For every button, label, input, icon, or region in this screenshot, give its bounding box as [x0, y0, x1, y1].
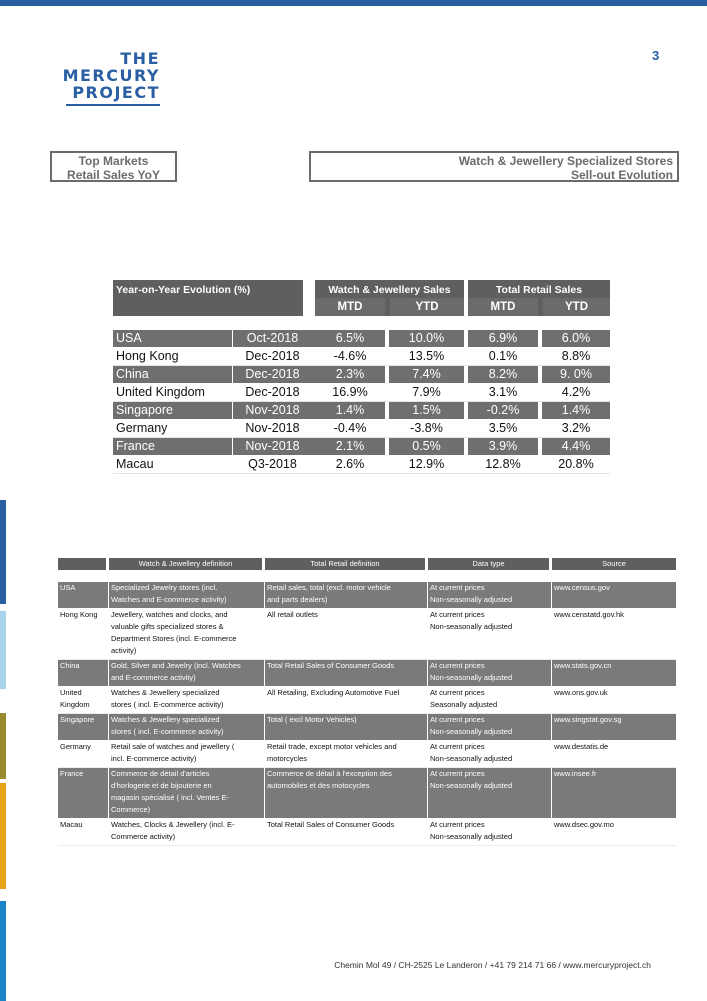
cell-tr-ytd: 8.8% — [561, 349, 591, 363]
section-title-line: Sell-out Evolution — [571, 168, 673, 182]
cell-tr-ytd: 4.4% — [542, 438, 610, 455]
definition-row — [58, 609, 676, 660]
cell-line: Germany — [60, 742, 91, 751]
cell-line: At current prices — [430, 610, 485, 619]
cell-wj-mtd: 2.3% — [315, 366, 385, 383]
cell-source — [552, 660, 676, 686]
cell-wj — [109, 819, 264, 844]
cell-wj-ytd: 0.5% — [389, 438, 464, 455]
cell-line: All Retailing, Excluding Automotive Fuel — [267, 688, 400, 697]
cell-country: USA — [113, 330, 232, 347]
cell-tr-ytd: 3.2% — [561, 421, 591, 435]
cell-country — [58, 741, 108, 766]
group-title: Total Retail Sales — [495, 284, 583, 296]
logo-line: THE — [120, 49, 160, 68]
cell-country — [58, 687, 108, 712]
cell-country: United Kingdom — [116, 385, 205, 399]
column-header: Total Retail definition — [265, 558, 425, 570]
cell-line: Non-seasonally adjusted — [430, 727, 513, 736]
cell-tr — [265, 582, 427, 608]
cell-tr-mtd: 3.5% — [488, 421, 518, 435]
cell-type — [428, 819, 551, 844]
cell-line: www.censtatd.gov.hk — [554, 610, 624, 619]
cell-wj — [109, 714, 264, 740]
cell-date: Dec-2018 — [245, 349, 300, 363]
cell-line: Watches and E-commerce activity) — [111, 595, 227, 604]
cell-tr — [265, 609, 427, 658]
cell-line: d'horlogerie et de bijouterie en — [111, 781, 212, 790]
cell-type — [428, 741, 551, 766]
column-header — [58, 558, 106, 570]
cell-line: www.ons.gov.uk — [554, 688, 608, 697]
cell-wj-ytd: 10.0% — [389, 330, 464, 347]
cell-tr-mtd: 3.9% — [468, 438, 538, 455]
side-color-bar — [0, 901, 6, 1001]
cell-line: At current prices — [430, 661, 485, 670]
cell-source — [552, 609, 676, 658]
cell-line: incl. E-commerce activity) — [111, 754, 197, 763]
cell-line: At current prices — [430, 820, 485, 829]
side-color-bar — [0, 611, 6, 689]
cell-country — [58, 768, 108, 818]
cell-wj — [109, 687, 264, 712]
cell-country — [58, 582, 108, 608]
cell-line: Retail sale of watches and jewellery ( — [111, 742, 235, 751]
cell-wj-ytd: 12.9% — [408, 457, 445, 471]
side-color-bar — [0, 783, 6, 889]
definition-row — [58, 768, 676, 819]
cell-wj-mtd: -0.4% — [333, 421, 367, 435]
cell-line: Watches, Clocks & Jewellery (incl. E- — [111, 820, 235, 829]
cell-line: Watches & Jewellery specialized — [111, 688, 220, 697]
cell-type — [428, 714, 551, 740]
group-title: Watch & Jewellery Sales — [328, 284, 451, 296]
cell-line: Watches & Jewellery specialized — [111, 715, 220, 724]
evolution-row — [113, 366, 610, 384]
cell-line: USA — [60, 583, 76, 592]
cell-wj — [109, 582, 264, 608]
cell-line: motorcycles — [267, 754, 308, 763]
cell-line: and parts dealers) — [267, 595, 328, 604]
cell-tr — [265, 768, 427, 818]
cell-tr-mtd: 0.1% — [488, 349, 518, 363]
cell-source — [552, 741, 676, 766]
cell-line: Non-seasonally adjusted — [430, 832, 513, 841]
cell-line: Seasonally adjusted — [430, 700, 498, 709]
cell-line: activity) — [111, 646, 137, 655]
cell-tr-ytd: 1.4% — [542, 402, 610, 419]
cell-type — [428, 660, 551, 686]
cell-date: Oct-2018 — [233, 330, 316, 347]
evolution-title: Year-on-Year Evolution (%) — [113, 280, 303, 316]
cell-line: valuable gifts specialized stores & — [111, 622, 224, 631]
evolution-table-body — [113, 330, 610, 474]
cell-type — [428, 687, 551, 712]
cell-type — [428, 768, 551, 818]
cell-tr — [265, 819, 427, 844]
cell-wj — [109, 741, 264, 766]
cell-wj — [109, 768, 264, 818]
cell-country — [58, 660, 108, 686]
cell-wj-mtd: 16.9% — [332, 385, 368, 399]
ytd-header: YTD — [543, 298, 610, 316]
cell-tr — [265, 714, 427, 740]
cell-country — [58, 714, 108, 740]
cell-wj-mtd: 1.4% — [315, 402, 385, 419]
cell-tr-mtd: 12.8% — [485, 457, 521, 471]
definitions-table-body — [58, 582, 676, 846]
cell-tr — [265, 660, 427, 686]
cell-tr-ytd: 20.8% — [558, 457, 594, 471]
cell-line: Non-seasonally adjusted — [430, 595, 513, 604]
cell-line: stores ( incl. E-commerce activity) — [111, 727, 224, 736]
cell-line: www.dsec.gov.mo — [554, 820, 614, 829]
cell-date: Nov-2018 — [245, 421, 300, 435]
cell-wj-ytd: -3.8% — [410, 421, 443, 435]
section-label-box — [50, 151, 177, 182]
cell-country: Hong Kong — [116, 349, 179, 363]
cell-tr-ytd: 9. 0% — [542, 366, 610, 383]
evolution-row — [113, 402, 610, 420]
cell-country: Singapore — [113, 402, 232, 419]
cell-line: At current prices — [430, 688, 485, 697]
cell-line: At current prices — [430, 715, 485, 724]
definition-row — [58, 582, 676, 609]
ytd-header: YTD — [390, 298, 464, 316]
cell-line: China — [60, 661, 80, 670]
cell-line: Kingdom — [60, 700, 90, 709]
cell-line: Singapore — [60, 715, 95, 724]
cell-wj-mtd: 6.5% — [315, 330, 385, 347]
cell-line: automobiles et des motocycles — [267, 781, 370, 790]
cell-line: Hong Kong — [60, 610, 98, 619]
cell-wj-mtd: -4.6% — [333, 349, 367, 363]
evolution-row — [113, 348, 610, 366]
cell-tr — [265, 741, 427, 766]
watch-jewellery-group-header — [315, 280, 464, 316]
cell-date: Nov-2018 — [233, 402, 316, 419]
cell-line: Non-seasonally adjusted — [430, 781, 513, 790]
cell-line: Commerce de détail d'articles — [111, 769, 210, 778]
footer-contact: Chemin Mol 49 / CH-2525 Le Landeron / +41 79 214 71 66 / www.mercuryproject.ch — [334, 960, 651, 970]
cell-line: Macau — [60, 820, 83, 829]
cell-source — [552, 768, 676, 818]
cell-wj-ytd: 7.4% — [389, 366, 464, 383]
logo-line: MERCURY — [62, 66, 160, 85]
cell-line: Total Retail Sales of Consumer Goods — [267, 661, 395, 670]
column-header: Source — [552, 558, 676, 570]
cell-type — [428, 609, 551, 658]
cell-line: Commerce) — [111, 805, 151, 814]
cell-tr-mtd: 6.9% — [468, 330, 538, 347]
cell-line: and E-commerce activity) — [111, 673, 196, 682]
cell-line: stores ( incl. E-commerce activity) — [111, 700, 224, 709]
cell-line: All retail outlets — [267, 610, 318, 619]
cell-line: At current prices — [430, 583, 485, 592]
evolution-row — [113, 456, 610, 474]
cell-wj — [109, 609, 264, 658]
cell-line: Jewellery, watches and clocks, and — [111, 610, 228, 619]
cell-date: Nov-2018 — [233, 438, 316, 455]
cell-tr-ytd: 4.2% — [561, 385, 591, 399]
cell-line: Non-seasonally adjusted — [430, 754, 513, 763]
cell-line: Retail sales, total (excl. motor vehicle — [267, 583, 391, 592]
cell-line: France — [60, 769, 84, 778]
evolution-row — [113, 438, 610, 456]
definition-row — [58, 819, 676, 846]
cell-type — [428, 582, 551, 608]
cell-line: magasin spécialisé ( incl. Ventes E- — [111, 793, 229, 802]
cell-line: Department Stores (incl. E-commerce — [111, 634, 237, 643]
cell-line: Total ( excl Motor Vehicles) — [267, 715, 357, 724]
cell-wj-ytd: 7.9% — [412, 385, 441, 399]
cell-source — [552, 582, 676, 608]
cell-wj-mtd: 2.1% — [315, 438, 385, 455]
cell-wj-ytd: 1.5% — [389, 402, 464, 419]
cell-line: www.insee.fr — [554, 769, 597, 778]
definition-row — [58, 741, 676, 768]
cell-country — [58, 819, 108, 844]
cell-country: China — [113, 366, 232, 383]
logo — [58, 50, 160, 106]
cell-date: Dec-2018 — [245, 385, 300, 399]
cell-line: www.census.gov — [554, 583, 610, 592]
column-header: Watch & Jewellery definition — [109, 558, 262, 570]
column-header: Data type — [428, 558, 549, 570]
cell-line: www.destatis.de — [554, 742, 609, 751]
definitions-table-header — [58, 558, 676, 570]
cell-date: Dec-2018 — [233, 366, 316, 383]
cell-country: France — [113, 438, 232, 455]
cell-line: www.singstat.gov.sg — [554, 715, 622, 724]
cell-country — [58, 609, 108, 658]
cell-source — [552, 687, 676, 712]
evolution-row — [113, 330, 610, 348]
cell-line: Commerce de détail à l'exception des — [267, 769, 392, 778]
evolution-row — [113, 420, 610, 438]
logo-line: PROJECT — [72, 83, 160, 102]
cell-line: Commerce activity) — [111, 832, 176, 841]
cell-tr-mtd: 3.1% — [488, 385, 518, 399]
section-label-line: Top Markets — [78, 154, 149, 168]
cell-source — [552, 819, 676, 844]
cell-line: www.stats.gov.cn — [554, 661, 612, 670]
top-accent-bar — [0, 0, 707, 6]
mtd-header: MTD — [315, 298, 385, 316]
cell-tr-mtd: -0.2% — [468, 402, 538, 419]
page-number: 3 — [652, 48, 660, 63]
cell-tr-ytd: 6.0% — [542, 330, 610, 347]
cell-wj-mtd: 2.6% — [335, 457, 365, 471]
definition-row — [58, 660, 676, 687]
cell-line: At current prices — [430, 769, 485, 778]
logo-underline — [66, 104, 160, 106]
definition-row — [58, 714, 676, 741]
cell-source — [552, 714, 676, 740]
cell-tr — [265, 687, 427, 712]
evolution-table — [113, 280, 610, 474]
cell-wj — [109, 660, 264, 686]
evolution-row — [113, 384, 610, 402]
cell-wj-ytd: 13.5% — [408, 349, 445, 363]
side-color-bar — [0, 500, 6, 604]
cell-country: Macau — [116, 457, 154, 471]
section-title-line: Watch & Jewellery Specialized Stores — [458, 154, 673, 168]
mtd-header: MTD — [468, 298, 538, 316]
total-retail-group-header — [468, 280, 610, 316]
cell-line: Retail trade, except motor vehicles and — [267, 742, 397, 751]
cell-line: Specialized Jewelry stores (incl. — [111, 583, 218, 592]
evolution-table-header — [113, 280, 610, 316]
cell-line: Total Retail Sales of Consumer Goods — [267, 820, 395, 829]
cell-tr-mtd: 8.2% — [468, 366, 538, 383]
cell-country: Germany — [116, 421, 168, 435]
cell-line: At current prices — [430, 742, 485, 751]
cell-date: Q3-2018 — [248, 457, 297, 471]
cell-line: Gold, Silver and Jewelry (incl. Watches — [111, 661, 241, 670]
definition-row — [58, 687, 676, 714]
section-label-line: Retail Sales YoY — [67, 168, 160, 182]
section-title-box — [309, 151, 679, 182]
cell-line: United — [60, 688, 82, 697]
definitions-table — [58, 558, 676, 846]
cell-line: Non-seasonally adjusted — [430, 622, 513, 631]
side-color-bar — [0, 713, 6, 779]
cell-line: Non-seasonally adjusted — [430, 673, 513, 682]
